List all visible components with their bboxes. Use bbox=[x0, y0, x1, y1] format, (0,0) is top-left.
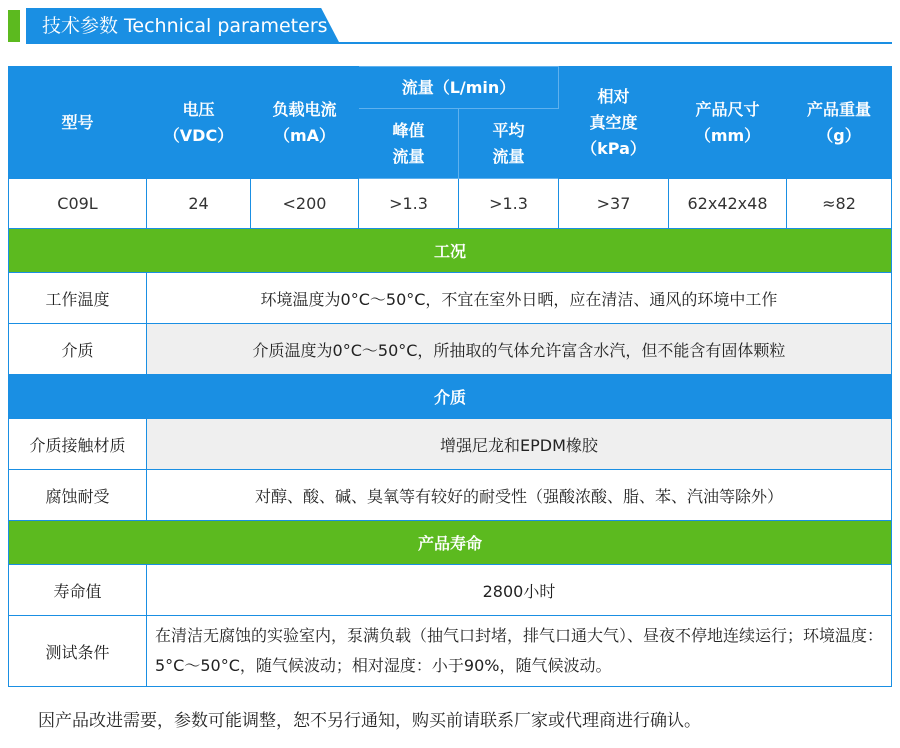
value-size: 62x42x48 bbox=[669, 179, 787, 229]
header-voltage bbox=[147, 67, 251, 179]
header-voltage-line2: （VDC） bbox=[163, 125, 234, 145]
header-peak-line1: 峰值 bbox=[392, 120, 425, 140]
section-title-bar bbox=[0, 0, 900, 46]
header-model: 型号 bbox=[9, 67, 147, 179]
footnote: 因产品改进需要，参数可能调整，恕不另行通知，购买前请联系厂家或代理商进行确认。 bbox=[38, 711, 701, 731]
section-conditions-title: 工况 bbox=[9, 229, 892, 273]
header-avg-line1: 平均 bbox=[492, 120, 525, 140]
header-peak-flow bbox=[359, 109, 459, 179]
header-vacuum bbox=[559, 67, 669, 179]
row-value-contact-material: 增强尼龙和EPDM橡胶 bbox=[147, 419, 892, 470]
header-voltage-line1: 电压 bbox=[182, 99, 215, 119]
row-label-medium: 介质 bbox=[9, 324, 147, 375]
row-value-test-conditions: 在清洁无腐蚀的实验室内，泵满负载（抽气口封堵，排气口通大气）、昼夜不停地连续运行；环境温度：5°C～50°C，随气候波动；相对湿度：小于90%，随气候波动。 bbox=[147, 616, 892, 687]
title-underline bbox=[26, 42, 892, 44]
header-size bbox=[669, 67, 787, 179]
section-title: 技术参数 Technical parameters bbox=[42, 15, 328, 37]
value-vacuum: >37 bbox=[559, 179, 669, 229]
row-label-test-conditions: 测试条件 bbox=[9, 616, 147, 687]
header-current-line1: 负载电流 bbox=[272, 99, 337, 119]
title-accent-green bbox=[8, 10, 20, 42]
header-vacuum-line1: 相对 bbox=[597, 86, 630, 106]
value-voltage: 24 bbox=[147, 179, 251, 229]
header-current-line2: （mA） bbox=[273, 125, 336, 145]
header-vacuum-line2: 真空度 bbox=[589, 112, 638, 132]
value-avg-flow: >1.3 bbox=[459, 179, 559, 229]
value-model: C09L bbox=[9, 179, 147, 229]
value-peak-flow: >1.3 bbox=[359, 179, 459, 229]
header-peak-line2: 流量 bbox=[392, 146, 425, 166]
header-weight-line1: 产品重量 bbox=[806, 99, 871, 119]
row-value-work-temp: 环境温度为0°C～50°C，不宜在室外日晒，应在清洁、通风的环境中工作 bbox=[147, 273, 892, 324]
row-label-contact-material: 介质接触材质 bbox=[9, 419, 147, 470]
header-size-line2: （mm） bbox=[694, 125, 761, 145]
row-label-lifetime: 寿命值 bbox=[9, 565, 147, 616]
row-value-lifetime: 2800小时 bbox=[147, 565, 892, 616]
row-value-corrosion: 对醇、酸、碱、臭氧等有较好的耐受性（强酸浓酸、脂、苯、汽油等除外） bbox=[147, 470, 892, 521]
header-size-line1: 产品尺寸 bbox=[695, 99, 760, 119]
header-avg-flow bbox=[459, 109, 559, 179]
value-current: <200 bbox=[251, 179, 359, 229]
section-medium-title: 介质 bbox=[9, 375, 892, 419]
parameters-table bbox=[8, 66, 892, 687]
header-current bbox=[251, 67, 359, 179]
section-life-title: 产品寿命 bbox=[9, 521, 892, 565]
header-avg-line2: 流量 bbox=[492, 146, 525, 166]
row-label-corrosion: 腐蚀耐受 bbox=[9, 470, 147, 521]
value-weight: ≈82 bbox=[787, 179, 892, 229]
header-weight-line2: （g） bbox=[817, 125, 861, 145]
row-label-work-temp: 工作温度 bbox=[9, 273, 147, 324]
row-value-medium: 介质温度为0°C～50°C，所抽取的气体允许富含水汽，但不能含有固体颗粒 bbox=[147, 324, 892, 375]
header-vacuum-line3: （kPa） bbox=[581, 138, 646, 158]
header-flow: 流量（L/min） bbox=[359, 67, 559, 109]
header-weight bbox=[787, 67, 892, 179]
